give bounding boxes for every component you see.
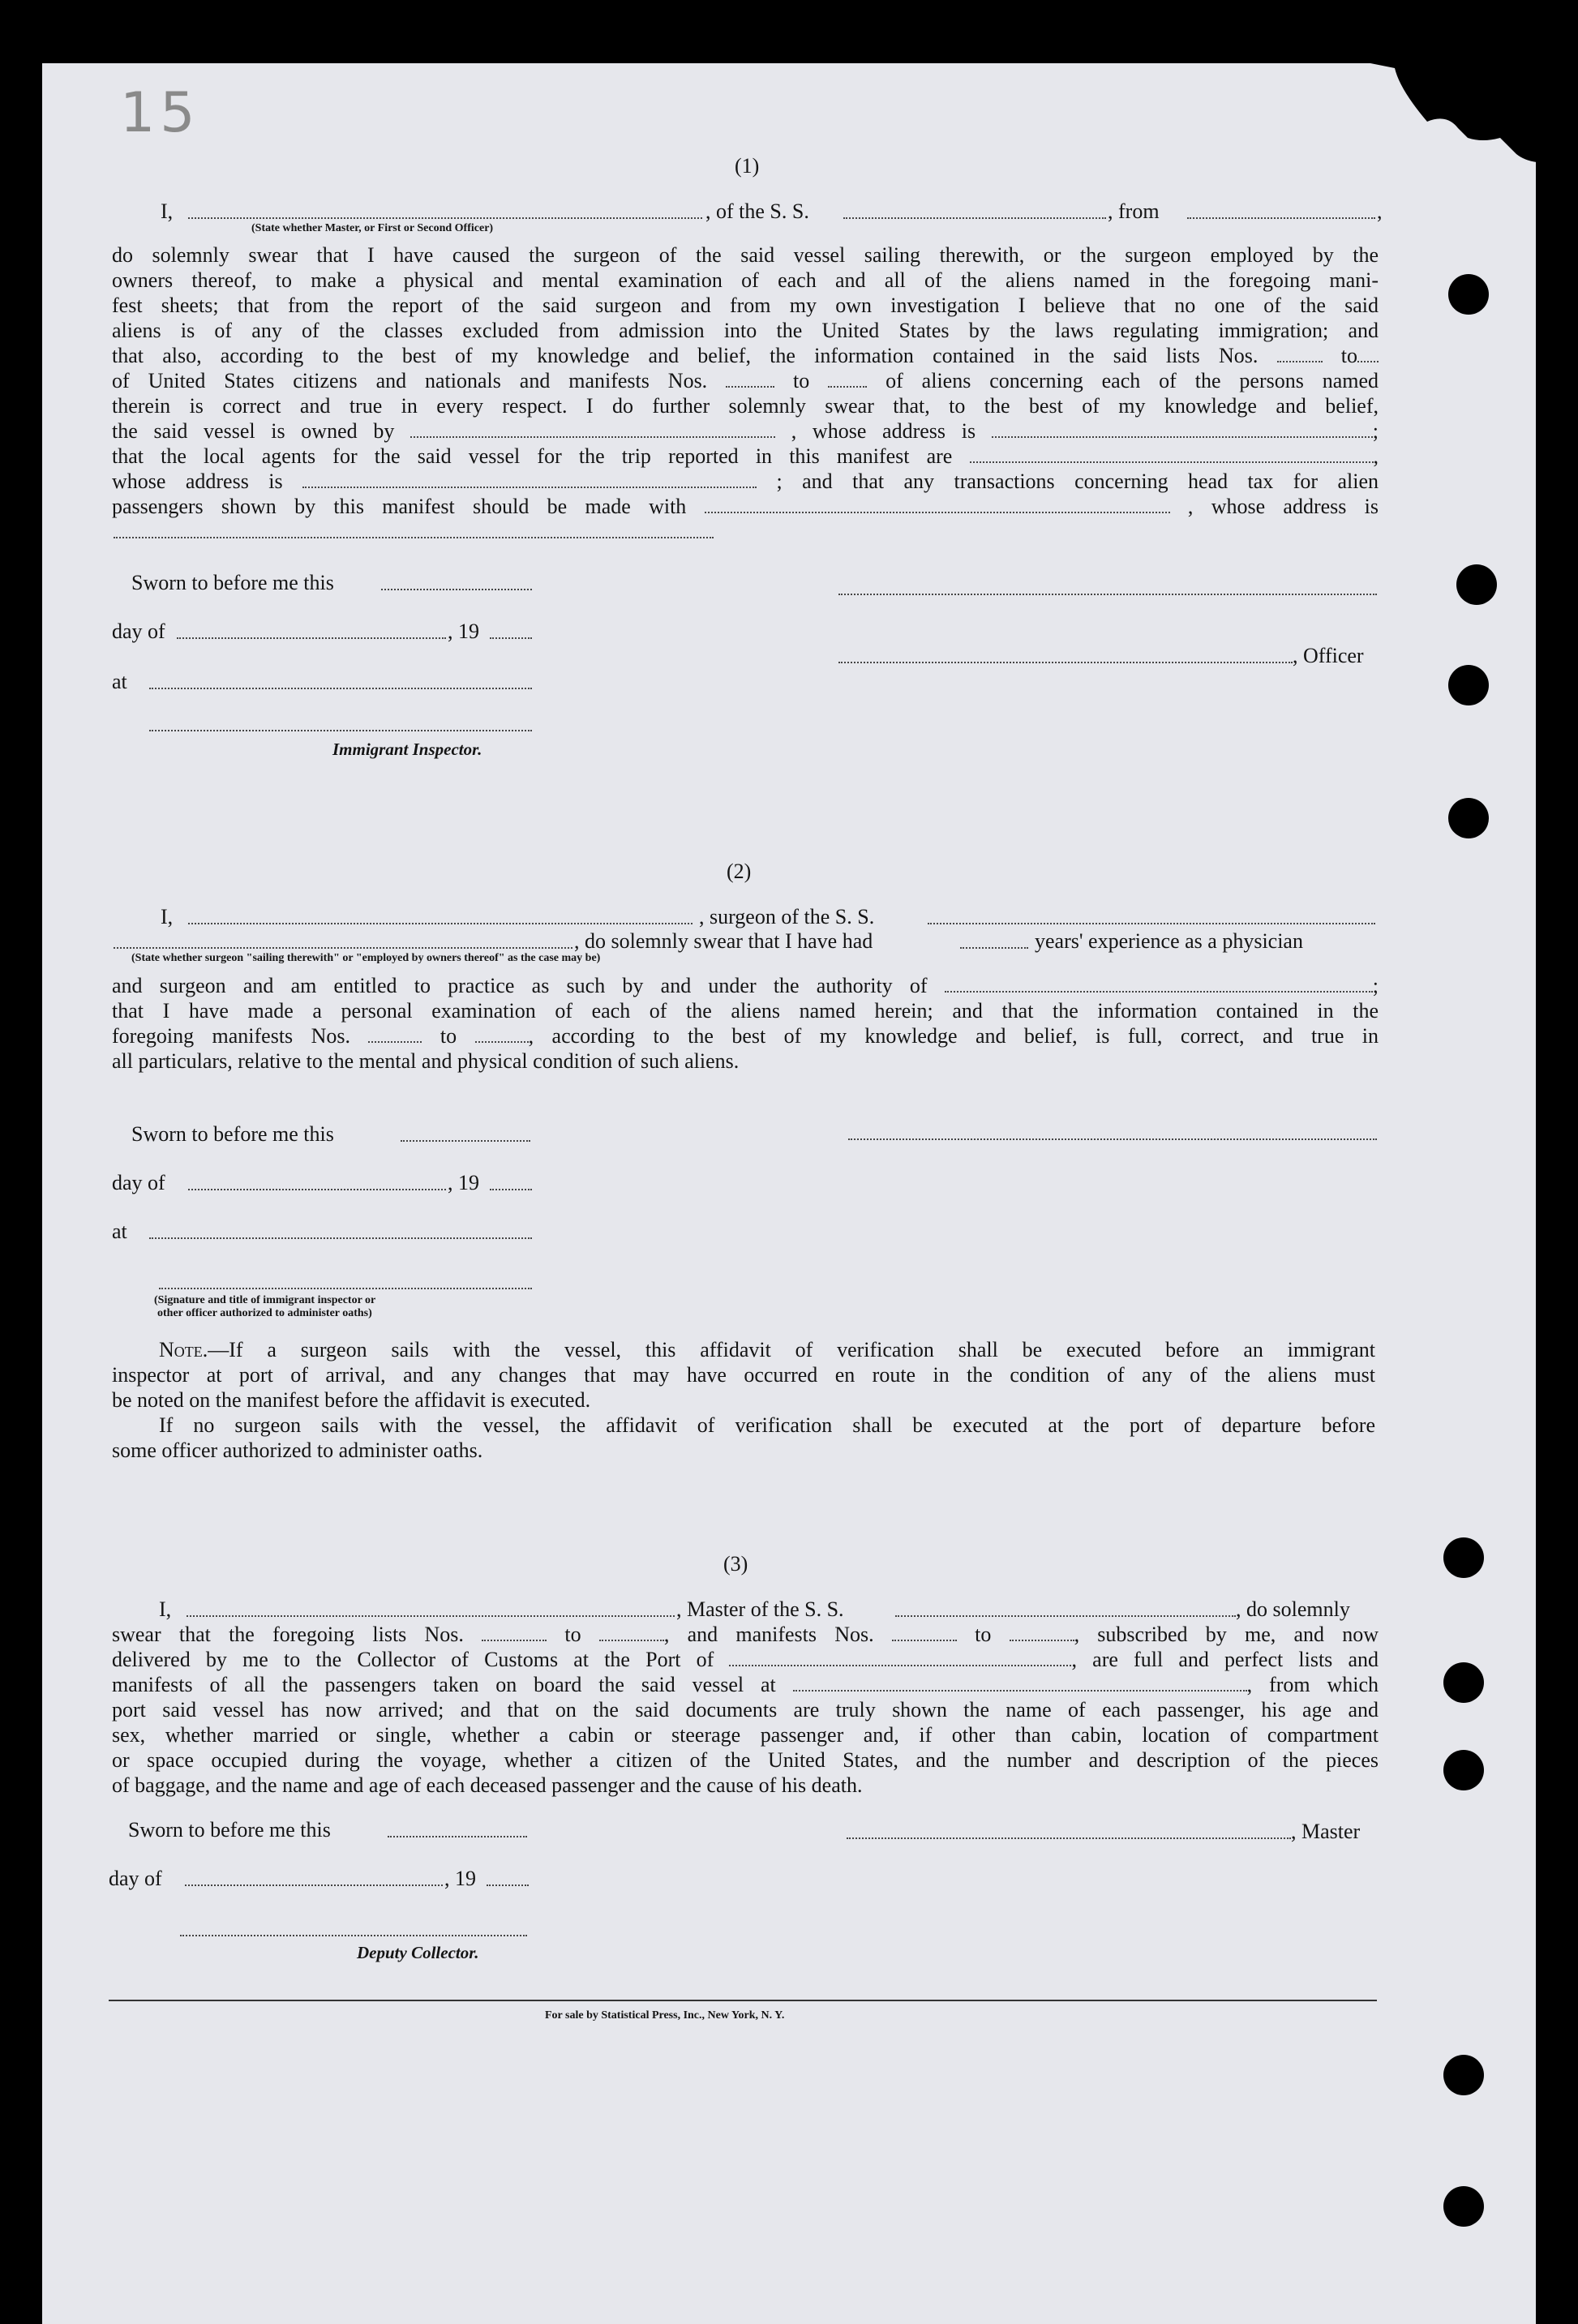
s3-deputy-signature-field[interactable] bbox=[180, 1935, 527, 1936]
s2-authority-field[interactable] bbox=[945, 976, 1373, 993]
s1-owner-line: the said vessel is owned by , whose address is ; bbox=[112, 419, 1379, 443]
s1-manifests-to-field[interactable] bbox=[828, 371, 867, 388]
s1-comma: , bbox=[1377, 199, 1383, 223]
s2-years-field[interactable] bbox=[960, 947, 1028, 949]
s2-surgeon-signature-field[interactable] bbox=[848, 1138, 1377, 1140]
s2-day-of: day of bbox=[112, 1171, 165, 1194]
s1-at-field[interactable] bbox=[149, 688, 532, 689]
s1-lists-to-field[interactable] bbox=[1357, 346, 1379, 362]
s3-manifests-from-field[interactable] bbox=[892, 1625, 957, 1641]
s1-officer: , Officer bbox=[1293, 644, 1364, 667]
binding-hole bbox=[1456, 564, 1497, 605]
s2-inspector-signature-field[interactable] bbox=[159, 1288, 532, 1289]
section-3-heading: (3) bbox=[723, 1552, 748, 1576]
s1-of-ss: , of the S. S. bbox=[705, 199, 809, 223]
s1-headtax-address-field[interactable] bbox=[114, 537, 714, 538]
s1-headtax-field[interactable] bbox=[705, 497, 1170, 513]
s2-status-note: (State whether surgeon "sailing therewith" or "employed by owners thereof" as the case may be) bbox=[131, 952, 601, 964]
s1-officer-name-field[interactable] bbox=[838, 594, 1377, 595]
s3-lists-line: swear that the foregoing lists Nos. to , and manifests Nos. to , subscribed by me, and now bbox=[112, 1623, 1379, 1646]
s2-at-field[interactable] bbox=[149, 1237, 532, 1239]
s2-i: I, bbox=[161, 905, 174, 928]
s3-port-field[interactable] bbox=[729, 1650, 1071, 1666]
binding-hole bbox=[1443, 2186, 1484, 2227]
s3-line: or space occupied during the voyage, whether a citizen of the United States, and the number and description of the pieces bbox=[112, 1748, 1379, 1772]
section-2-heading: (2) bbox=[727, 860, 752, 883]
binding-hole bbox=[1448, 798, 1489, 838]
s3-lists-to-field[interactable] bbox=[599, 1625, 664, 1641]
s2-note-line: some officer authorized to administer oaths. bbox=[112, 1439, 483, 1462]
master-name-field[interactable] bbox=[188, 217, 702, 219]
s1-from: , from bbox=[1108, 199, 1160, 223]
s3-i: I, bbox=[159, 1597, 172, 1621]
s1-year-field[interactable] bbox=[490, 637, 532, 639]
s2-surgeon: , surgeon of the S. S. bbox=[699, 905, 875, 928]
s2-year-field[interactable] bbox=[490, 1189, 532, 1190]
s3-lists-from-field[interactable] bbox=[482, 1625, 547, 1641]
s3-boarding-port-field[interactable] bbox=[793, 1675, 1247, 1692]
s3-boarding-line: manifests of all the passengers taken on board the said vessel at , from which bbox=[112, 1673, 1379, 1696]
s1-i: I, bbox=[161, 199, 174, 223]
s1-rank-note: (State whether Master, or First or Second Officer) bbox=[251, 222, 494, 234]
s3-manifests-to-field[interactable] bbox=[1010, 1625, 1074, 1641]
s1-lists-from-field[interactable] bbox=[1277, 346, 1323, 362]
s3-nineteen: , 19 bbox=[444, 1867, 476, 1890]
footer-rule bbox=[109, 2000, 1377, 2001]
s1-day-of: day of bbox=[112, 620, 165, 643]
section-1-heading: (1) bbox=[735, 154, 760, 178]
s3-port-line: delivered by me to the Collector of Customs at the Port of , are full and perfect lists and bbox=[112, 1648, 1379, 1671]
surgeon-name-field[interactable] bbox=[188, 923, 693, 924]
s3-master: , Master of the S. S. bbox=[676, 1597, 844, 1621]
s2-manifests-to-field[interactable] bbox=[475, 1027, 529, 1043]
torn-corner bbox=[1370, 0, 1578, 211]
s1-lists-line: that also, according to the best of my knowledge and belief, the information contained in the said lists Nos. to bbox=[112, 344, 1379, 368]
s1-sworn-field[interactable] bbox=[381, 589, 532, 590]
s3-day-field[interactable] bbox=[185, 1884, 443, 1886]
s2-sworn-field[interactable] bbox=[401, 1140, 530, 1142]
s2-vessel-field[interactable] bbox=[928, 923, 1375, 924]
s2-line: all particulars, relative to the mental and physical condition of such aliens. bbox=[112, 1049, 740, 1073]
s1-agents-line: that the local agents for the said vessel for the trip reported in this manifest are , bbox=[112, 444, 1379, 468]
page-number: 15 bbox=[120, 81, 200, 145]
s2-note-line: If no surgeon sails with the vessel, the affidavit of verification shall be executed at the port of departure before bbox=[159, 1413, 1375, 1437]
s3-vessel-field[interactable] bbox=[895, 1615, 1236, 1617]
s2-sig-note-2: other officer authorized to administer oaths) bbox=[157, 1307, 372, 1319]
s1-inspector-signature-field[interactable] bbox=[149, 730, 532, 731]
binding-hole bbox=[1443, 1537, 1484, 1578]
s2-at: at bbox=[112, 1220, 127, 1243]
s1-sworn: Sworn to before me this bbox=[131, 571, 334, 594]
s2-note-line: be noted on the manifest before the affidavit is executed. bbox=[112, 1388, 591, 1412]
s3-day-of: day of bbox=[109, 1867, 162, 1890]
footer-imprint: For sale by Statistical Press, Inc., New York, N. Y. bbox=[545, 2009, 785, 2022]
s2-note-line: inspector at port of arrival, and any changes that may have occurred en route in the condition of any of the aliens must bbox=[112, 1363, 1375, 1387]
s1-agent-address-field[interactable] bbox=[302, 472, 757, 488]
s2-manifests-line: foregoing manifests Nos. to , according to the best of my knowledge and belief, is full, correct, and true in bbox=[112, 1024, 1379, 1048]
s2-line: that I have made a personal examination of each of the aliens named herein; and that the information contained in the bbox=[112, 999, 1379, 1023]
s1-line: therein is correct and true in every respect. I do further solemnly swear that, to the best of my knowledge and belief, bbox=[112, 394, 1379, 418]
s1-manifests-from-field[interactable] bbox=[726, 371, 774, 388]
s3-swear: , do solemnly bbox=[1236, 1597, 1350, 1621]
s1-inspector-label: Immigrant Inspector. bbox=[332, 740, 482, 759]
s3-deputy-label: Deputy Collector. bbox=[357, 1943, 479, 1962]
s3-sworn: Sworn to before me this bbox=[128, 1818, 331, 1842]
binding-hole bbox=[1443, 2055, 1484, 2095]
s3-year-field[interactable] bbox=[487, 1884, 529, 1886]
s2-sworn: Sworn to before me this bbox=[131, 1122, 334, 1146]
s3-line: sex, whether married or single, whether a cabin or steerage passenger and, if other than cabin, location of compartment bbox=[112, 1723, 1379, 1747]
s1-from-field[interactable] bbox=[1187, 217, 1375, 219]
s2-manifests-from-field[interactable] bbox=[368, 1027, 422, 1043]
s3-line: port said vessel has now arrived; and that on the said documents are truly shown the name of each passenger, his age and bbox=[112, 1698, 1379, 1722]
s1-headtax-line: passengers shown by this manifest should be made with , whose address is bbox=[112, 495, 1379, 518]
s1-owner-field[interactable] bbox=[410, 422, 775, 438]
s2-swear: , do solemnly swear that I have had bbox=[574, 929, 873, 953]
s2-day-field[interactable] bbox=[188, 1189, 446, 1190]
s2-note-line: Note.—If a surgeon sails with the vessel, this affidavit of verification shall be executed before an immigrant bbox=[159, 1338, 1375, 1361]
s3-line: of baggage, and the name and age of each deceased passenger and the cause of his death. bbox=[112, 1773, 863, 1797]
s3-master-name-field[interactable] bbox=[187, 1615, 675, 1617]
s1-officer-signature-field[interactable] bbox=[838, 662, 1293, 663]
s1-line: aliens is of any of the classes excluded from admission into the United States by the laws regulating immigration; and bbox=[112, 319, 1379, 342]
s1-line: owners thereof, to make a physical and mental examination of each and all of the aliens named in the foregoing mani- bbox=[112, 268, 1379, 292]
s3-sworn-field[interactable] bbox=[388, 1836, 527, 1837]
s1-at: at bbox=[112, 670, 127, 693]
s2-authority-line: and surgeon and am entitled to practice as such by and under the authority of ; bbox=[112, 974, 1379, 997]
s1-day-field[interactable] bbox=[177, 637, 446, 639]
binding-hole bbox=[1443, 1750, 1484, 1790]
s2-experience: years' experience as a physician bbox=[1035, 929, 1303, 953]
s1-line: fest sheets; that from the report of the said surgeon and from my own investigation I believe that no one of the said bbox=[112, 294, 1379, 317]
s1-manifests-line: of United States citizens and nationals and manifests Nos. to of aliens concerning each of the persons named bbox=[112, 369, 1379, 392]
s1-vessel-field[interactable] bbox=[843, 217, 1106, 219]
binding-hole bbox=[1448, 665, 1489, 705]
s2-surgeon-status-field[interactable] bbox=[114, 947, 572, 949]
s1-line: do solemnly swear that I have caused the surgeon of the said vessel sailing therewith, or the surgeon employed by the bbox=[112, 243, 1379, 267]
s3-master-signature-field[interactable] bbox=[847, 1837, 1291, 1839]
s1-agent-address-line: whose address is ; and that any transactions concerning head tax for alien bbox=[112, 470, 1379, 493]
s1-owner-address-field[interactable] bbox=[992, 422, 1373, 438]
s3-master-label: , Master bbox=[1291, 1820, 1361, 1843]
binding-hole bbox=[1443, 1662, 1484, 1703]
binding-hole bbox=[1448, 274, 1489, 315]
s1-nineteen: , 19 bbox=[448, 620, 479, 643]
s2-nineteen: , 19 bbox=[448, 1171, 479, 1194]
s1-agents-field[interactable] bbox=[970, 447, 1374, 463]
s2-sig-note-1: (Signature and title of immigrant inspector or bbox=[154, 1294, 376, 1306]
